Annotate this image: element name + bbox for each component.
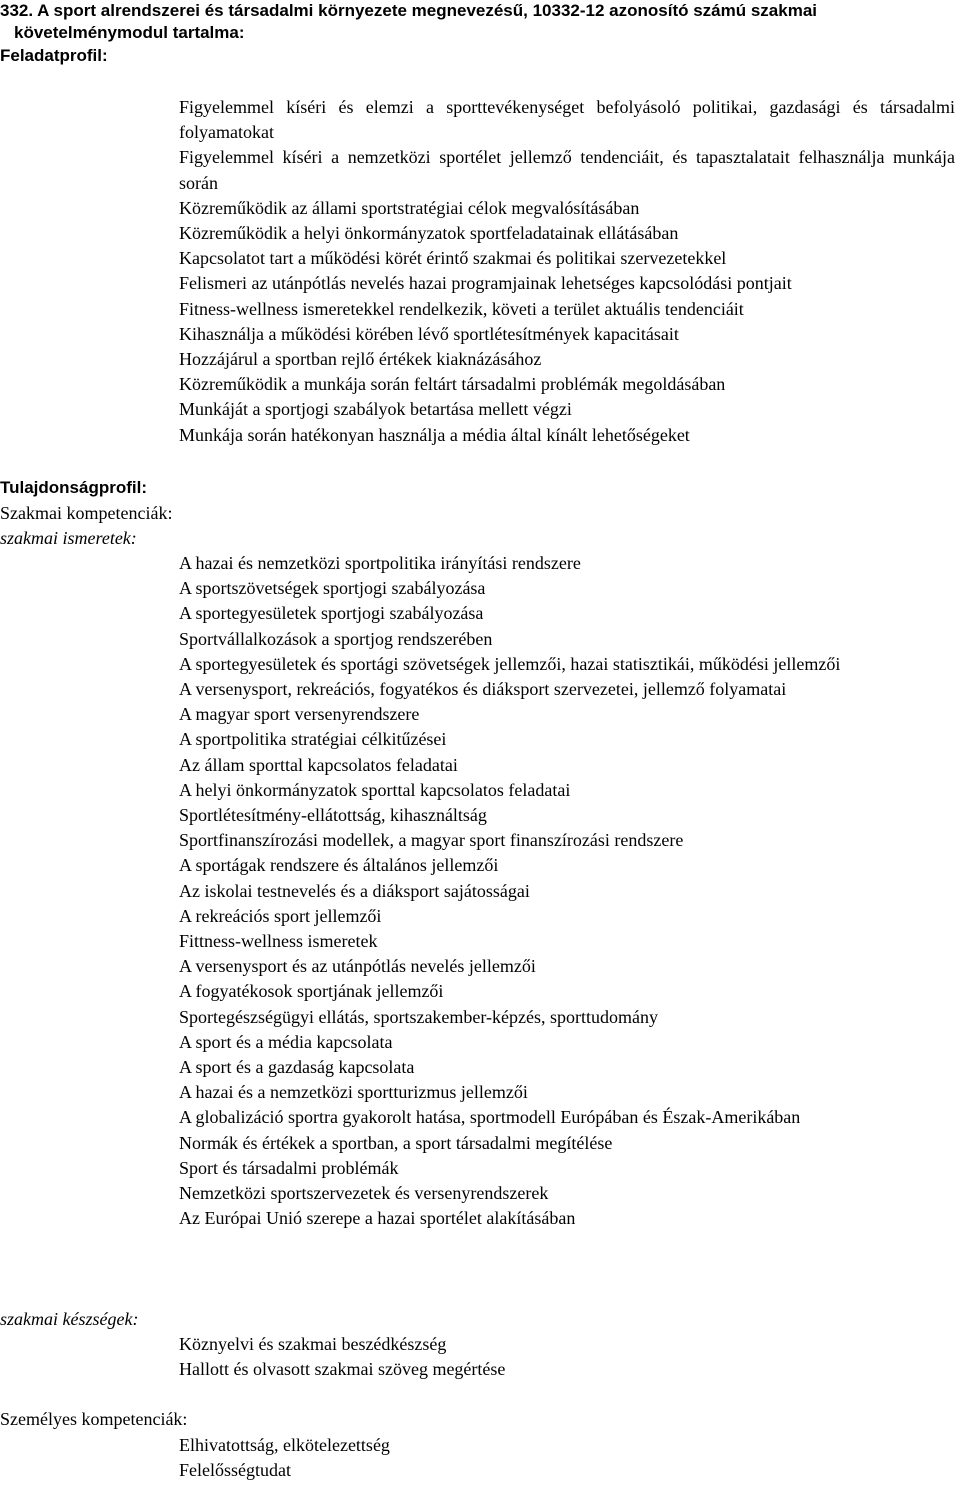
szakmai-ismeretek-label: szakmai ismeretek:: [0, 528, 137, 548]
list-item: A magyar sport versenyrendszere: [179, 704, 420, 725]
list-item: Az iskolai testnevelés és a diáksport sajátosságai: [179, 880, 530, 901]
szemelyes-kompetenciak-label: Személyes kompetenciák:: [0, 1409, 188, 1429]
list-item: A helyi önkormányzatok sporttal kapcsolatos feladatai: [179, 779, 571, 800]
list-item: Fitness-wellness ismeretekkel rendelkezik, követi a terület aktuális tendenciáit: [179, 298, 744, 319]
section-heading-line2: követelménymodul tartalma:: [14, 23, 245, 42]
szakmai-ismeretek-list: [179, 551, 955, 1231]
list-item: Közreműködik a helyi önkormányzatok sportfeladatainak ellátásában: [179, 223, 679, 244]
szemelyes-kompetenciak-list: [179, 1433, 955, 1483]
list-item: A sport és a média kapcsolata: [179, 1031, 393, 1052]
list-item: A sportegyesületek és sportági szövetségek jellemzői, hazai statisztikái, működési jellemzői: [179, 653, 841, 674]
section-heading-line1: 332. A sport alrendszerei és társadalmi környezete megnevezésű, 10332-12 azonosító számú szakmai: [0, 1, 818, 20]
section-heading: [0, 0, 960, 44]
feladatprofil-label: Feladatprofil:: [0, 46, 108, 65]
feladatprofil-list: [179, 95, 955, 448]
list-item: Közreműködik a munkája során feltárt társadalmi problémák megoldásában: [179, 374, 726, 395]
list-item: Az Európai Unió szerepe a hazai sportélet alakításában: [179, 1208, 576, 1229]
list-item: Munkáját a sportjogi szabályok betartása mellett végzi: [179, 399, 572, 420]
list-item: Hozzájárul a sportban rejlő értékek kiaknázásához: [179, 349, 542, 370]
list-item: Kapcsolatot tart a működési körét érintő szakmai és politikai szervezetekkel: [179, 248, 727, 269]
list-item: A versenysport és az utánpótlás nevelés jellemzői: [179, 956, 536, 977]
list-item: A sportszövetségek sportjogi szabályozása: [179, 578, 486, 599]
list-item: Az állam sporttal kapcsolatos feladatai: [179, 754, 458, 775]
list-item: Sport és társadalmi problémák: [179, 1157, 399, 1178]
tulajdonsagprofil-label: Tulajdonságprofil:: [0, 478, 148, 497]
list-item: Normák és értékek a sportban, a sport társadalmi megítélése: [179, 1132, 613, 1153]
list-item: Közreműködik az állami sportstratégiai célok megvalósításában: [179, 197, 640, 218]
list-item: Nemzetközi sportszervezetek és versenyrendszerek: [179, 1183, 549, 1204]
list-item: Munkája során hatékonyan használja a média által kínált lehetőségeket: [179, 424, 690, 445]
szakmai-keszsegek-label: szakmai készségek:: [0, 1309, 139, 1329]
list-item: Sportegészségügyi ellátás, sportszakember-képzés, sporttudomány: [179, 1006, 659, 1027]
list-item: A hazai és nemzetközi sportpolitika irányítási rendszere: [179, 553, 581, 573]
list-item: A versenysport, rekreációs, fogyatékos és diáksport szervezetei, jellemző folyamatai: [179, 679, 787, 700]
szakmai-keszsegek-list: [179, 1332, 955, 1382]
list-item: A sportpolitika stratégiai célkitűzései: [179, 729, 447, 750]
list-item: Felismeri az utánpótlás nevelés hazai programjainak lehetséges kapcsolódási pontjait: [179, 273, 792, 294]
list-item: Figyelemmel kíséri és elemzi a sporttevékenységet befolyásoló politikai, gazdasági és társadalmi folyamatokat: [179, 97, 955, 143]
list-item: A sport és a gazdaság kapcsolata: [179, 1057, 415, 1078]
list-item: Figyelemmel kíséri a nemzetközi sportélet jellemző tendenciáit, és tapasztalatait felhasználja munkája során: [179, 147, 955, 193]
list-item: A sportegyesületek sportjogi szabályozása: [179, 603, 484, 624]
list-item: Hallott és olvasott szakmai szöveg megértése: [179, 1359, 506, 1380]
list-item: Sportfinanszírozási modellek, a magyar sport finanszírozási rendszere: [179, 830, 684, 851]
list-item: A sportágak rendszere és általános jellemzői: [179, 855, 499, 876]
list-item: A hazai és a nemzetközi sportturizmus jellemzői: [179, 1082, 528, 1103]
list-item: Felelősségtudat: [179, 1460, 291, 1481]
list-item: A fogyatékosok sportjának jellemzői: [179, 981, 444, 1002]
szakmai-kompetenciak-label: Szakmai kompetenciák:: [0, 503, 173, 523]
list-item: Sportlétesítmény-ellátottság, kihasználtság: [179, 805, 487, 826]
list-item: Elhivatottság, elkötelezettség: [179, 1435, 390, 1455]
list-item: Köznyelvi és szakmai beszédkészség: [179, 1334, 447, 1354]
list-item: A globalizáció sportra gyakorolt hatása, sportmodell Európában és Észak-Amerikában: [179, 1107, 801, 1128]
list-item: Sportvállalkozások a sportjog rendszerében: [179, 628, 493, 649]
list-item: Fittness-wellness ismeretek: [179, 931, 378, 952]
list-item: Kihasználja a működési körében lévő sportlétesítmények kapacitásait: [179, 323, 679, 344]
list-item: A rekreációs sport jellemzői: [179, 905, 382, 926]
